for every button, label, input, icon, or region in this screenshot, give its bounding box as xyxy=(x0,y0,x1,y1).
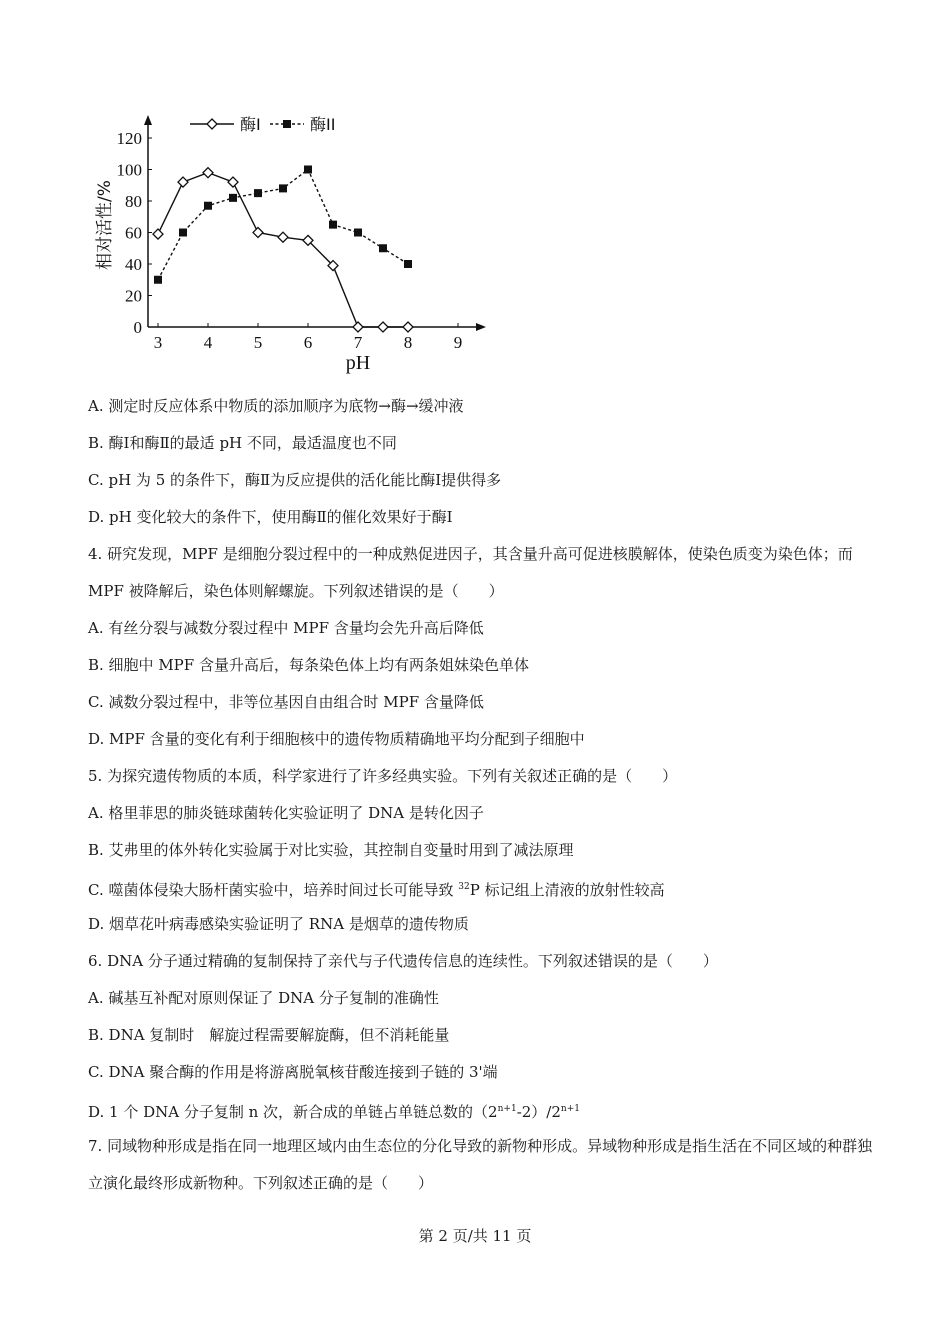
data-point xyxy=(354,229,362,237)
q4-option-b: B. 细胞中 MPF 含量升高后，每条染色体上均有两条姐妹染色单体 xyxy=(88,656,529,674)
data-point xyxy=(153,229,163,239)
series-line-1 xyxy=(158,173,408,327)
q3-option-d: D. pH 变化较大的条件下，使用酶Ⅱ的催化效果好于酶Ⅰ xyxy=(88,508,453,526)
x-tick-label: 6 xyxy=(303,333,313,352)
q5-option-c: C. 噬菌体侵染大肠杆菌实验中，培养时间过长可能导致 $^{32}$P 标记组上清液的放射性较高 xyxy=(88,881,665,899)
legend-label-2: 酶II xyxy=(310,115,336,134)
data-point xyxy=(403,322,413,332)
data-point xyxy=(203,168,213,178)
x-tick-label: 3 xyxy=(153,333,163,352)
x-axis-arrow xyxy=(476,323,486,331)
data-point xyxy=(329,221,337,229)
y-tick-label: 100 xyxy=(116,160,142,180)
data-point xyxy=(228,177,238,187)
data-point xyxy=(378,322,388,332)
q5-stem: 5. 为探究遗传物质的本质，科学家进行了许多经典实验。下列有关叙述正确的是（ ） xyxy=(88,767,678,785)
data-point xyxy=(404,260,412,268)
legend-label-1: 酶I xyxy=(240,115,261,134)
x-tick-label: 9 xyxy=(453,333,463,352)
x-axis-label: pH xyxy=(345,352,371,374)
y-tick-label: 120 xyxy=(116,129,142,148)
x-tick-label: 5 xyxy=(253,333,263,352)
data-point xyxy=(353,322,363,332)
y-tick-label: 40 xyxy=(125,255,142,274)
q3-option-b: B. 酶Ⅰ和酶Ⅱ的最适 pH 不同，最适温度也不同 xyxy=(88,434,397,452)
q6-option-d: D. 1 个 DNA 分子复制 n 次，新合成的单链占单链总数的$(2^{n+1}-2)/2^{n+1}$ xyxy=(88,1103,580,1121)
q4-stem: 4. 研究发现，MPF 是细胞分裂过程中的一种成熟促进因子，其含量升高可促进核膜解体，使染色质变为染色体；而 MPF 被降解后，染色体则解螺旋。下列叙述错误的是（ ） xyxy=(88,545,853,600)
x-tick-label: 4 xyxy=(203,333,213,352)
data-point xyxy=(154,276,162,284)
data-point xyxy=(179,229,187,237)
x-tick-label: 7 xyxy=(353,333,363,352)
y-axis-arrow xyxy=(144,115,152,125)
q6-option-b: B. DNA 复制时 解旋过程需要解旋酶，但不消耗能量 xyxy=(88,1026,450,1044)
enzyme-activity-chart xyxy=(90,105,510,385)
data-point xyxy=(204,202,212,210)
data-point xyxy=(254,189,262,197)
y-tick-label: 0 xyxy=(133,318,142,337)
y-tick-label: 20 xyxy=(125,286,142,306)
q5-option-b: B. 艾弗里的体外转化实验属于对比实验，其控制自变量时用到了减法原理 xyxy=(88,841,574,859)
question-content xyxy=(88,388,888,1202)
q5-option-d: D. 烟草花叶病毒感染实验证明了 RNA 是烟草的遗传物质 xyxy=(88,915,469,933)
legend-marker-2 xyxy=(283,120,291,128)
q3-option-c: C. pH 为 5 的条件下，酶Ⅱ为反应提供的活化能比酶Ⅰ提供得多 xyxy=(88,471,502,489)
data-point xyxy=(379,244,387,252)
q6-stem: 6. DNA 分子通过精确的复制保持了亲代与子代遗传信息的连续性。下列叙述错误的是（ ） xyxy=(88,952,718,970)
data-point xyxy=(279,184,287,192)
y-tick-label: 80 xyxy=(125,192,142,211)
q6-option-a: A. 碱基互补配对原则保证了 DNA 分子复制的准确性 xyxy=(88,989,439,1007)
legend-marker-1 xyxy=(207,119,217,129)
data-point xyxy=(178,177,188,187)
data-point xyxy=(253,228,263,238)
q3-option-a: A. 测定时反应体系中物质的添加顺序为底物→酶→缓冲液 xyxy=(88,397,464,415)
q4-option-c: C. 减数分裂过程中，非等位基因自由组合时 MPF 含量降低 xyxy=(88,693,484,711)
data-point xyxy=(278,232,288,242)
x-tick-label: 8 xyxy=(403,333,413,352)
y-tick-label: 60 xyxy=(125,223,142,243)
y-axis-label: 相对活性/% xyxy=(95,180,115,270)
q7-stem: 7. 同域物种形成是指在同一地理区域内由生态位的分化导致的新物种形成。异域物种形成是指生活在不同区域的种群独立演化最终形成新物种。下列叙述正确的是（ ） xyxy=(88,1137,873,1192)
data-point xyxy=(229,194,237,202)
q4-option-d: D. MPF 含量的变化有利于细胞核中的遗传物质精确地平均分配到子细胞中 xyxy=(88,730,585,748)
q5-option-a: A. 格里菲思的肺炎链球菌转化实验证明了 DNA 是转化因子 xyxy=(88,804,484,822)
data-point xyxy=(304,166,312,174)
q6-option-c: C. DNA 聚合酶的作用是将游离脱氧核苷酸连接到子链的 3'端 xyxy=(88,1063,498,1081)
q4-option-a: A. 有丝分裂与减数分裂过程中 MPF 含量均会先升高后降低 xyxy=(88,619,484,637)
page-footer: 第 2 页/共 11 页 xyxy=(418,1227,532,1245)
